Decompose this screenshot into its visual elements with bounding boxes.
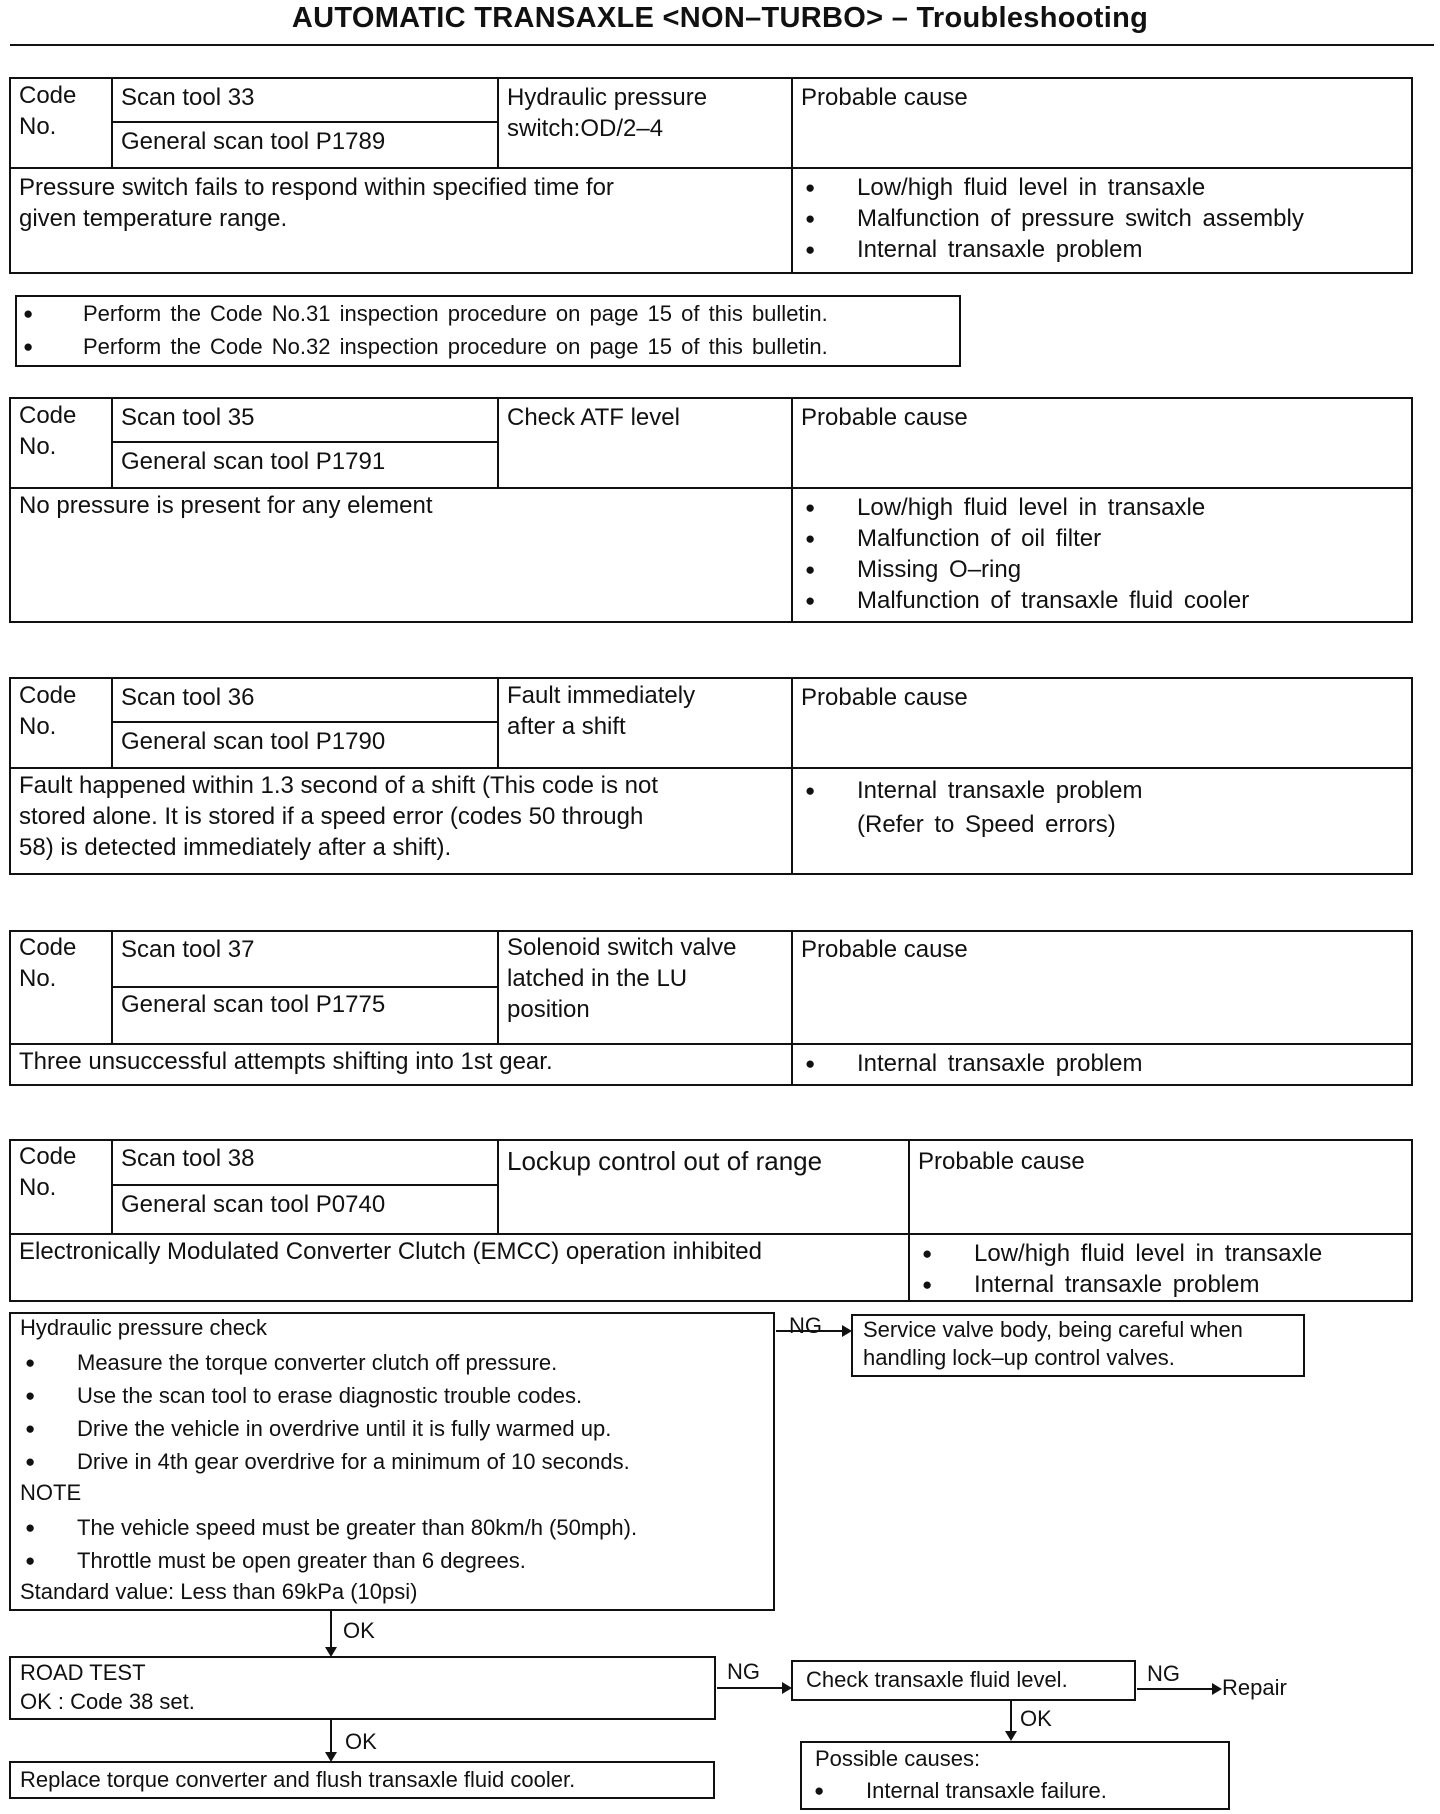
replace-converter-text: Replace torque converter and flush transaxle fluid cooler. [20, 1767, 576, 1792]
divider [908, 1141, 910, 1300]
replace-converter-box [9, 1761, 715, 1799]
code-description: Lockup control out of range [507, 1146, 823, 1176]
road-test-box [9, 1656, 716, 1720]
probable-cause-label: Probable cause [918, 1148, 1085, 1175]
divider [497, 932, 499, 1045]
list-item: ● Low/high fluid level in transaxle [803, 172, 1304, 203]
ng-label: NG [727, 1659, 760, 1684]
list-item: ● Low/high fluid level in transaxle [803, 492, 1249, 523]
list-item: ● Perform the Code No.31 inspection procedure on page 15 of this bulletin. [21, 299, 828, 329]
page-title: AUTOMATIC TRANSAXLE <NON–TURBO> – Troubleshooting [291, 2, 1149, 34]
ok-label: OK [345, 1729, 377, 1754]
hydraulic-check-title: Hydraulic pressure check [20, 1315, 267, 1340]
scan-tool-code: Scan tool 33 [121, 84, 255, 111]
divider [111, 679, 113, 767]
list-item: ● Missing O–ring [803, 554, 1249, 585]
list-item: ● Malfunction of transaxle fluid cooler [803, 585, 1249, 616]
divider [791, 399, 793, 621]
note-label: NOTE [20, 1480, 82, 1505]
arrow-down-icon [330, 1720, 332, 1760]
service-valve-box [851, 1314, 1305, 1377]
condition-text: Electronically Modulated Converter Clutch (EMCC) operation inhibited [19, 1238, 763, 1265]
repair-text: Repair [1222, 1675, 1287, 1700]
code-description: Check ATF level [507, 404, 680, 431]
divider [11, 767, 1411, 769]
arrow-right-icon [1137, 1688, 1220, 1690]
condition-text: Three unsuccessful attempts shifting into 1st gear. [19, 1048, 553, 1075]
road-test-title: ROAD TEST [20, 1660, 146, 1685]
hydraulic-steps [11, 1346, 773, 1478]
hydraulic-check-box [9, 1312, 775, 1611]
check-fluid-box [791, 1660, 1136, 1701]
probable-cause-label: Probable cause [801, 936, 968, 963]
list-item: ● Internal transaxle failure. [812, 1776, 1107, 1806]
code-37-table [9, 930, 1413, 1086]
cause-list [803, 492, 1249, 616]
divider [791, 79, 793, 272]
divider [497, 79, 499, 167]
divider [111, 721, 499, 723]
divider [497, 679, 499, 767]
scan-tool-code: Scan tool 36 [121, 684, 255, 711]
divider [11, 1233, 1411, 1235]
list-item: ● Drive in 4th gear overdrive for a minimum of 10 seconds. [11, 1445, 773, 1478]
list-item: ● Internal transaxle problem [803, 234, 1304, 265]
code-35-table [9, 397, 1413, 623]
list-item: ● Malfunction of pressure switch assembly [803, 203, 1304, 234]
general-scan-code: General scan tool P1775 [121, 991, 386, 1018]
general-scan-code: General scan tool P1791 [121, 448, 386, 475]
divider [111, 1141, 113, 1233]
general-scan-code: General scan tool P0740 [121, 1191, 386, 1218]
cause-list [920, 1238, 1322, 1300]
note-list [11, 1511, 773, 1577]
list-item: ● Drive the vehicle in overdrive until it is fully warmed up. [11, 1412, 773, 1445]
possible-causes-title: Possible causes: [815, 1746, 981, 1771]
code-description: Fault immediately after a shift [507, 682, 696, 740]
list-item: ● Malfunction of oil filter [803, 523, 1249, 554]
general-scan-code: General scan tool P1790 [121, 728, 386, 755]
divider [497, 1141, 499, 1233]
divider [497, 399, 499, 487]
ok-label: OK [343, 1618, 375, 1643]
divider [111, 986, 499, 988]
probable-cause-label: Probable cause [801, 404, 968, 431]
ok-label: OK [1020, 1706, 1052, 1731]
scan-tool-code: Scan tool 37 [121, 936, 255, 963]
list-item: ● Low/high fluid level in transaxle [920, 1238, 1322, 1269]
road-test-subtitle: OK : Code 38 set. [20, 1689, 195, 1714]
code-no-label: Code No. [19, 1143, 77, 1201]
probable-cause-label: Probable cause [801, 684, 968, 711]
possible-causes-box [800, 1741, 1230, 1810]
list-item: ● Perform the Code No.32 inspection procedure on page 15 of this bulletin. [21, 332, 828, 362]
inspection-notes [15, 295, 961, 367]
divider [11, 167, 1411, 169]
condition-text: Pressure switch fails to respond within specified time for given temperature range. [19, 174, 614, 232]
scan-tool-code: Scan tool 38 [121, 1145, 255, 1172]
list-item: ● Internal transaxle problem [920, 1269, 1322, 1300]
code-no-label: Code No. [19, 934, 77, 992]
list-item: ● Throttle must be open greater than 6 degrees. [11, 1544, 773, 1577]
divider [11, 487, 1411, 489]
divider [111, 399, 113, 487]
code-no-label: Code No. [19, 82, 77, 140]
code-33-table [9, 77, 1413, 274]
probable-cause-label: Probable cause [801, 84, 968, 111]
service-valve-text: Service valve body, being careful when handling lock–up control valves. [863, 1317, 1243, 1370]
standard-value: Standard value: Less than 69kPa (10psi) [20, 1579, 418, 1604]
arrow-right-icon [717, 1687, 790, 1689]
code-description: Solenoid switch valve latched in the LU position [507, 934, 737, 1023]
inspection-list [21, 299, 828, 362]
code-no-label: Code No. [19, 682, 77, 740]
divider [111, 1184, 499, 1186]
code-description: Hydraulic pressure switch:OD/2–4 [507, 84, 708, 142]
divider [11, 1043, 1411, 1045]
arrow-down-icon [330, 1611, 332, 1655]
list-item: ● Use the scan tool to erase diagnostic trouble codes. [11, 1379, 773, 1412]
divider [791, 679, 793, 873]
cause-list [803, 1048, 1142, 1079]
general-scan-code: General scan tool P1789 [121, 128, 386, 155]
divider [111, 121, 499, 123]
list-item: ● Measure the torque converter clutch off pressure. [11, 1346, 773, 1379]
divider [111, 932, 113, 1045]
divider [111, 79, 113, 167]
scan-tool-code: Scan tool 35 [121, 404, 255, 431]
code-36-table [9, 677, 1413, 875]
check-fluid-text: Check transaxle fluid level. [806, 1667, 1068, 1692]
divider [111, 441, 499, 443]
code-no-label: Code No. [19, 402, 77, 460]
title-rule [10, 44, 1434, 46]
list-item: ● The vehicle speed must be greater than 80km/h (50mph). [11, 1511, 773, 1544]
ng-label: NG [1147, 1661, 1180, 1686]
cause-list [803, 774, 1142, 842]
list-item: ● Internal transaxle problem (Refer to Speed errors) [803, 774, 1142, 842]
cause-list [803, 172, 1304, 265]
condition-text: Fault happened within 1.3 second of a shift (This code is not stored alone. It is stored if a speed error (codes 50 through 58) is detected immediately after a shift). [19, 772, 659, 861]
condition-text: No pressure is present for any element [19, 492, 433, 519]
divider [791, 932, 793, 1084]
arrow-down-icon [1010, 1701, 1012, 1739]
arrow-right-icon [776, 1330, 850, 1332]
possible-causes-list [812, 1776, 1107, 1806]
code-38-table [9, 1139, 1413, 1302]
list-item: ● Internal transaxle problem [803, 1048, 1142, 1079]
ng-label: NG [789, 1313, 822, 1338]
